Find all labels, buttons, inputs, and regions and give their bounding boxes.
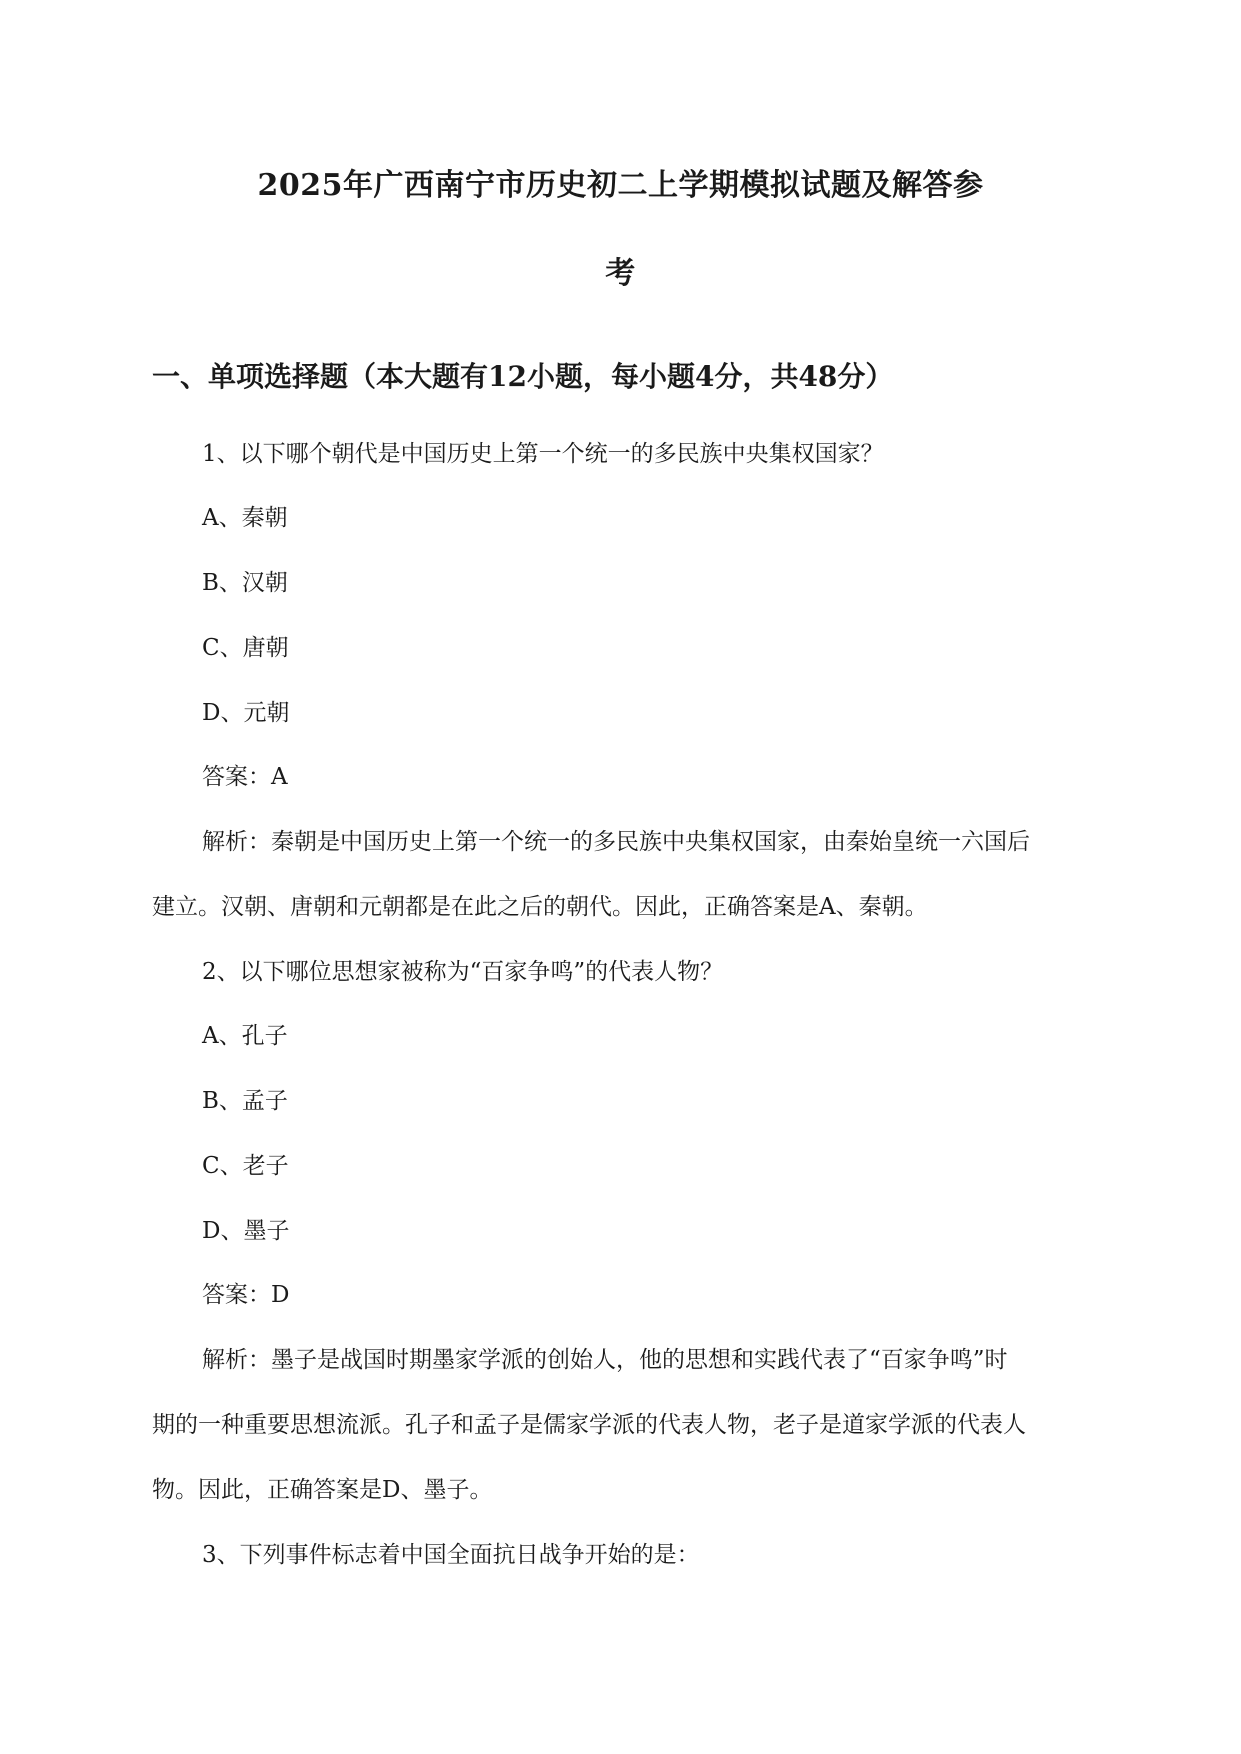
page-title-line-1: 2025年广西南宁市历史初二上学期模拟试题及解答参 [257, 168, 984, 203]
question-2-option-a: A、孔子 [202, 1023, 288, 1049]
question-1-analysis-line-2: 建立。汉朝、唐朝和元朝都是在此之后的朝代。因此，正确答案是A、秦朝。 [152, 894, 928, 920]
question-2-analysis-line-1: 解析：墨子是战国时期墨家学派的创始人，他的思想和实践代表了“百家争鸣”时 [202, 1347, 1008, 1373]
question-2-analysis-line-3: 物。因此，正确答案是D、墨子。 [152, 1477, 493, 1503]
question-1-analysis-line-1: 解析：秦朝是中国历史上第一个统一的多民族中央集权国家，由秦始皇统一六国后 [202, 829, 1030, 855]
question-2-stem: 2、以下哪位思想家被称为“百家争鸣”的代表人物？ [202, 959, 724, 985]
question-1-answer: 答案：A [202, 764, 288, 790]
page-title-line-2: 考 [605, 256, 636, 291]
question-2-option-b: B、孟子 [202, 1088, 288, 1114]
section-heading: 一、单项选择题（本大题有12小题，每小题4分，共48分） [152, 360, 894, 393]
question-2-option-d: D、墨子 [202, 1218, 290, 1244]
question-2-analysis-line-2: 期的一种重要思想流派。孔子和孟子是儒家学派的代表人物，老子是道家学派的代表人 [152, 1412, 1026, 1438]
question-2-option-c: C、老子 [202, 1153, 289, 1179]
question-1-option-c: C、唐朝 [202, 635, 289, 661]
question-3-stem: 3、下列事件标志着中国全面抗日战争开始的是： [202, 1542, 700, 1568]
question-2-answer: 答案：D [202, 1282, 290, 1308]
question-1-option-d: D、元朝 [202, 700, 290, 726]
question-1-stem: 1、以下哪个朝代是中国历史上第一个统一的多民族中央集权国家？ [202, 441, 884, 467]
question-1-option-a: A、秦朝 [202, 505, 288, 531]
question-1-option-b: B、汉朝 [202, 570, 288, 596]
